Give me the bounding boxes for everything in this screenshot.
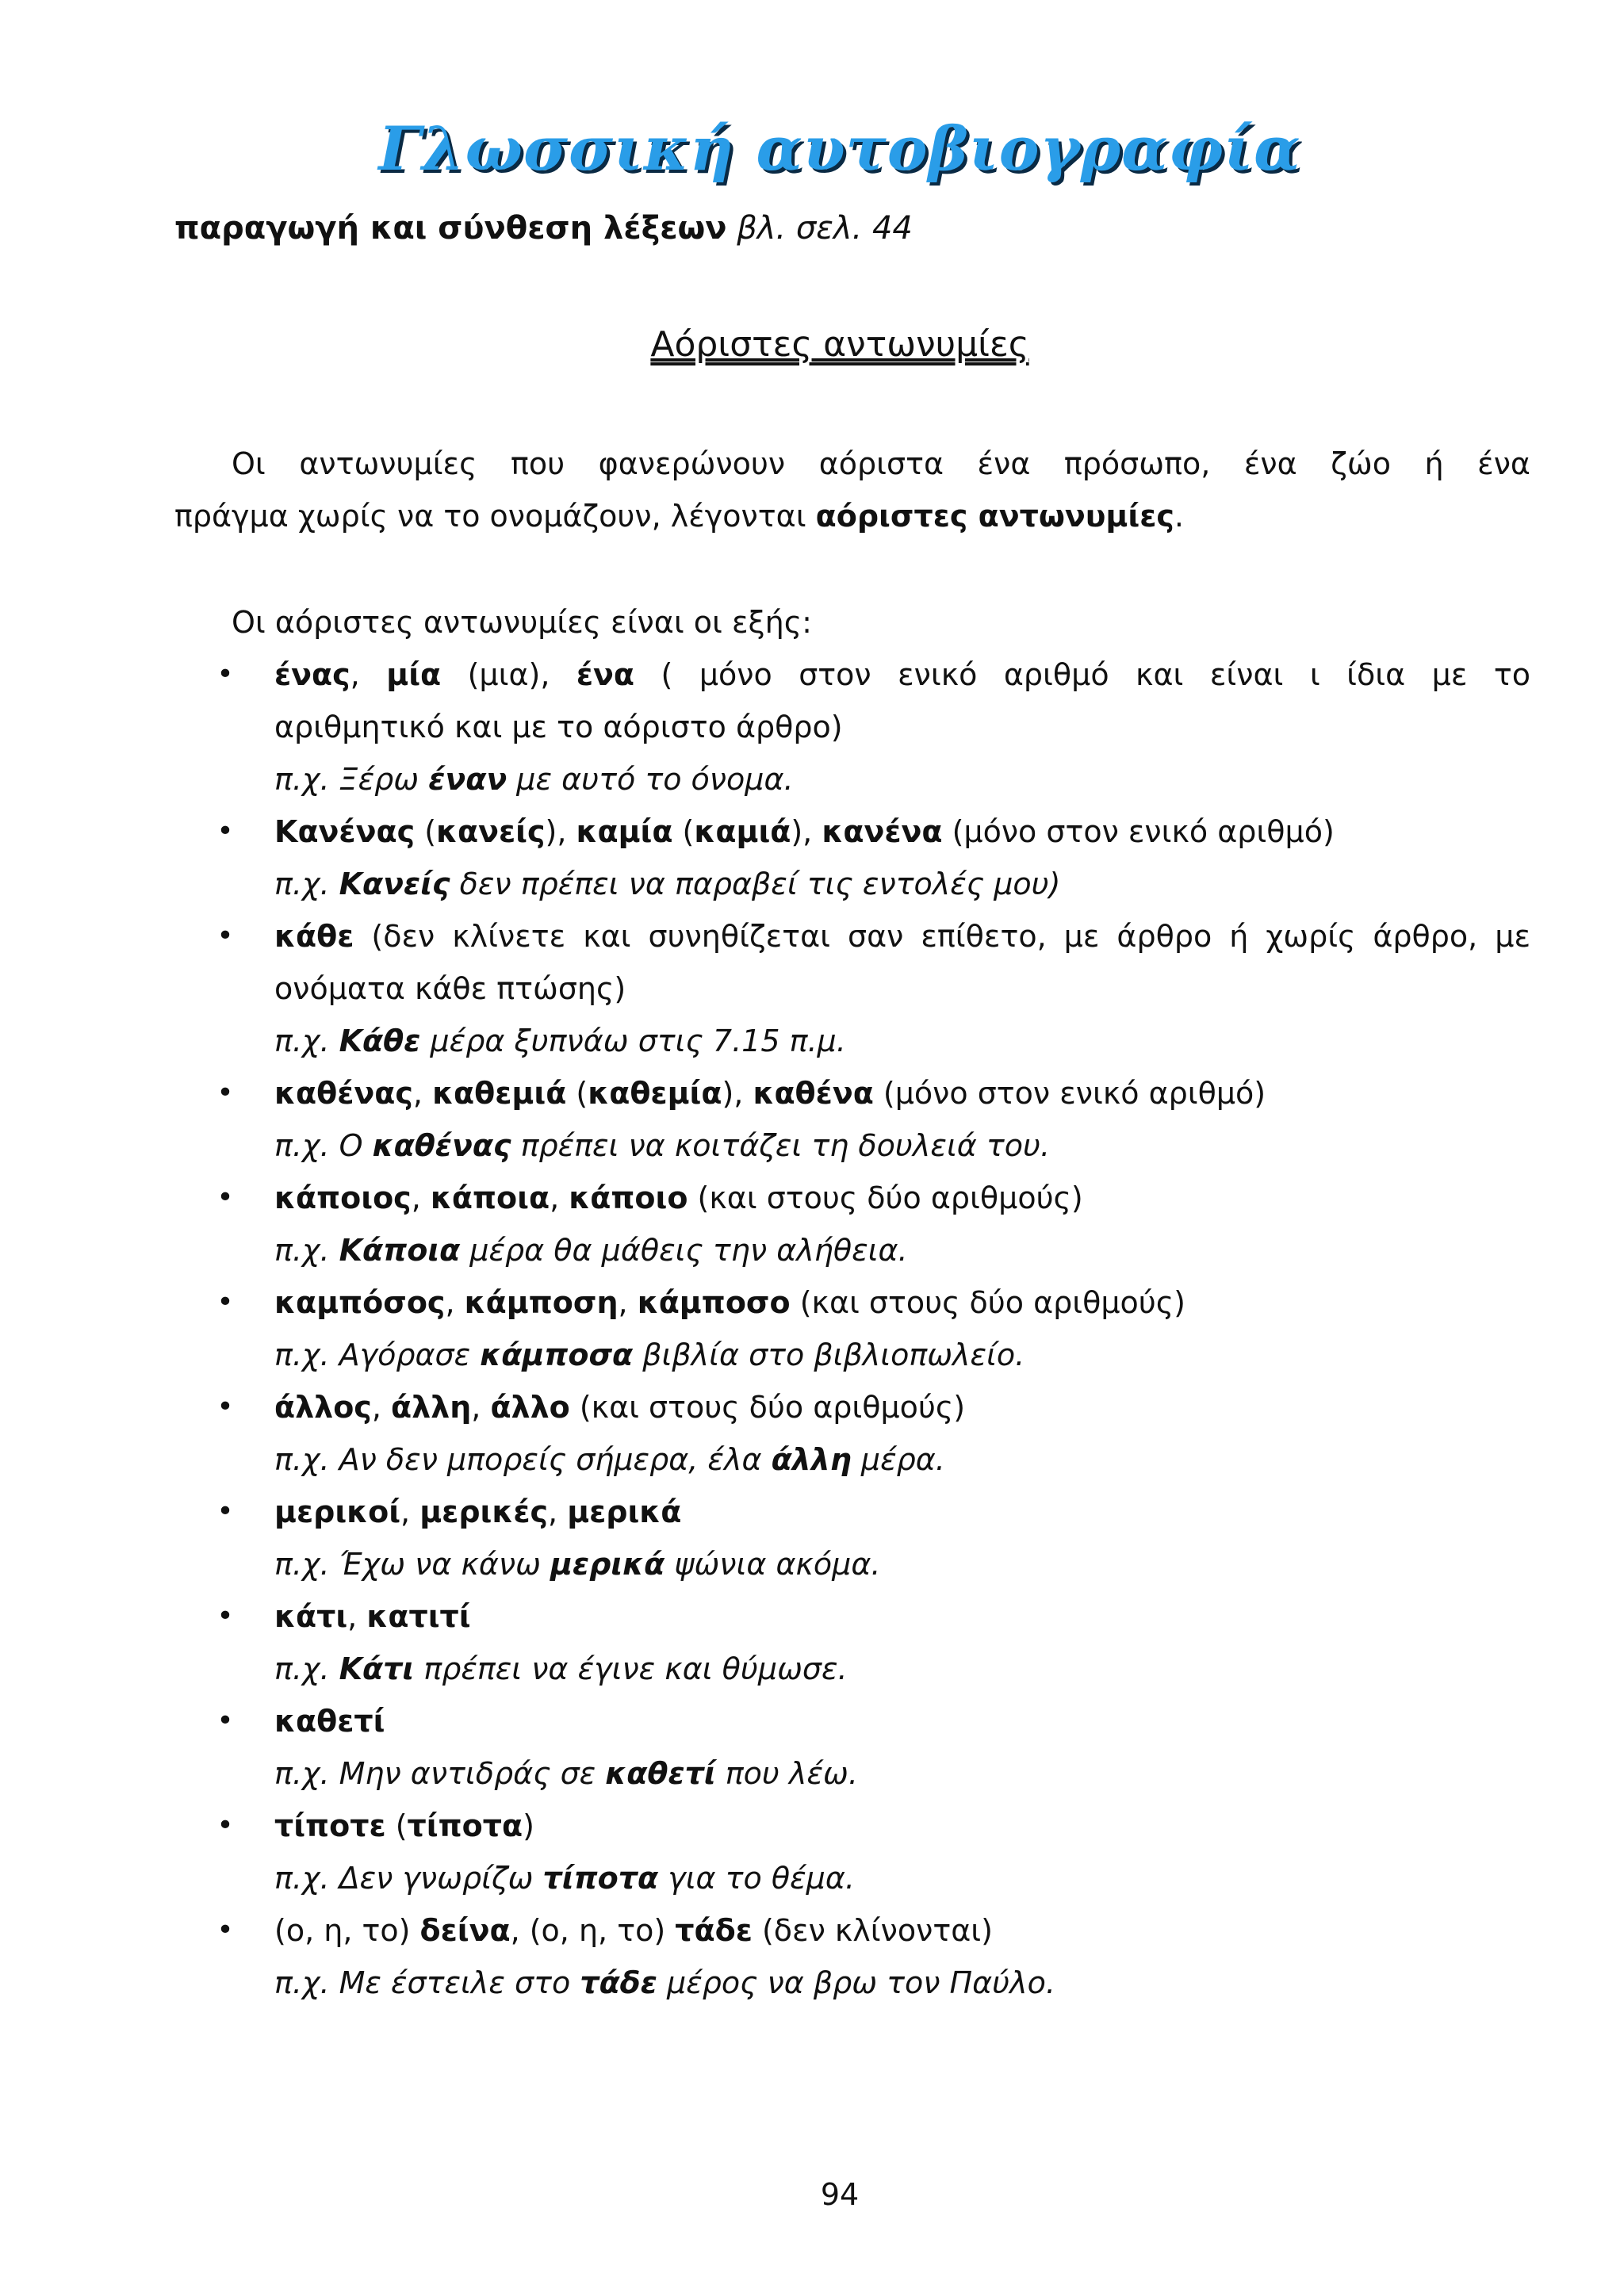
text-segment: , [471,1390,491,1425]
item-line [274,1904,1530,1957]
item-line-continued [274,962,1530,1015]
text-segment: πρέπει να κοιτάζει τη δουλειά του. [511,1128,1051,1163]
text-segment: μέρα ξυπνάω στις 7.15 π.μ. [420,1024,846,1058]
text-segment: π.χ. Ξέρω [274,762,429,797]
intro-term: αόριστες αντωνυμίες [815,499,1174,534]
item-line [274,1486,1530,1538]
pronoun-term: τάδε [580,1965,657,2000]
list-lead: Οι αόριστες αντωνυμίες είναι οι εξής: [232,605,812,640]
item-line [274,1067,1530,1119]
pronoun-term: Κάθε [339,1024,421,1058]
pronoun-term: καθεμιά [432,1076,567,1111]
pronoun-term: ένα [576,657,635,692]
pronoun-term: κάθε [274,919,354,954]
bullet-icon: • [216,1705,234,1737]
pronoun-term: καθένας [372,1128,511,1163]
text-segment: (μόνο στον ενικό αριθμό) [873,1076,1266,1111]
text-segment: μέρα. [851,1442,945,1477]
pronoun-term: μερικοί [274,1494,401,1529]
text-segment: , [371,1390,392,1425]
list-item [214,1381,1530,1486]
example-sentence [274,1643,1530,1695]
text-segment: , [411,1181,431,1215]
list-item [214,649,1530,806]
pronoun-term: κάτι [274,1599,348,1634]
text-segment: , [412,1076,433,1111]
text-segment: π.χ. [274,1651,339,1686]
text-segment: μέρα θα μάθεις την αλήθεια. [460,1233,908,1268]
pronoun-term: κάποιο [569,1181,688,1215]
text-segment: π.χ. [274,1024,339,1058]
text-segment: π.χ. Αγόρασε [274,1337,481,1372]
pronoun-term: καθένα [753,1076,874,1111]
pronoun-term: καθεμία [588,1076,722,1111]
bullet-icon: • [216,1809,234,1842]
pronoun-term: τίποτα [542,1861,659,1896]
pronoun-term: τάδε [675,1913,753,1948]
item-line [274,1695,1530,1747]
example-sentence [274,1015,1530,1067]
text-segment: μέρος να βρω τον Παύλο. [657,1965,1055,2000]
text-segment: με αυτό το όνομα. [507,762,794,797]
pronoun-term: κάποια [430,1181,550,1215]
pronoun-term: κάμποσα [480,1337,634,1372]
pronoun-term: κάμποση [464,1285,619,1320]
text-segment: πρέπει να έγινε και θύμωσε. [414,1651,848,1686]
text-segment: π.χ. Με έστειλε στο [274,1965,580,2000]
text-segment: (μια), [441,657,576,692]
item-line [274,1172,1530,1224]
pronoun-term: κάποιος [274,1181,412,1215]
intro-paragraph [174,438,1530,542]
pronoun-term: καθετί [605,1756,716,1791]
example-sentence [274,1747,1530,1800]
list-item [214,1904,1530,2009]
text-segment: ) [523,1808,534,1843]
pronoun-term: άλλη [391,1390,472,1425]
bullet-icon: • [216,658,234,691]
text-segment: ψώνια ακόμα. [665,1547,881,1582]
pronoun-term: άλλη [771,1442,852,1477]
book-title: Γλωσσική αυτοβιογραφία [378,113,1301,184]
text-segment: , [548,1494,568,1529]
text-segment: (μόνο στον ενικό αριθμό) [942,814,1335,849]
pronoun-term: μερικά [550,1547,665,1582]
example-sentence [274,1957,1530,2009]
section-title [0,319,1624,371]
intro-line-2 [174,499,1184,534]
list-item [214,1067,1530,1172]
list-item [214,910,1530,1067]
bullet-icon: • [216,1600,234,1632]
text-segment: (και στους δύο αριθμούς) [688,1181,1083,1215]
bullet-icon: • [216,920,234,952]
bullet-icon: • [216,815,234,848]
pronoun-term: κανείς [436,814,546,849]
text-segment: π.χ. Αν δεν μπορείς σήμερα, έλα [274,1442,772,1477]
bullet-icon: • [216,1181,234,1214]
text-segment: για το θέμα. [658,1861,855,1896]
section-title-text: Αόριστες αντωνυμίες [650,324,1029,365]
subheading [174,205,913,252]
text-segment: ( [566,1076,588,1111]
text-segment: ( [385,1808,408,1843]
pronoun-term: Κανένας [274,814,416,849]
example-sentence [274,1433,1530,1486]
text-segment: , [350,657,387,692]
pronoun-term: Κάποια [339,1233,461,1268]
item-line [274,1800,1530,1852]
example-sentence [274,858,1530,910]
text-segment: , [400,1494,420,1529]
text-segment: , (ο, η, το) [510,1913,676,1948]
text-segment: δεν πρέπει να παραβεί τις εντολές μου) [450,867,1061,901]
text-segment: , [550,1181,569,1215]
text-segment: ( [672,814,695,849]
subheading-topic: παραγωγή και σύνθεση λέξεων [174,210,727,247]
item-line [274,1276,1530,1329]
text-segment: π.χ. Έχω να κάνω [274,1547,551,1582]
example-sentence [274,753,1530,806]
example-sentence [274,1852,1530,1904]
bullet-icon: • [216,1391,234,1423]
text-segment: (ο, η, το) [274,1913,420,1948]
text-segment: ), [545,814,576,849]
bullet-icon: • [216,1077,234,1109]
intro-line-1: Οι αντωνυμίες που φανερώνουν αόριστα ένα πρόσωπο, ένα ζώο ή ένα [232,446,1530,481]
pronoun-term: μερικές [419,1494,549,1529]
pronoun-term: τίποτα [407,1808,523,1843]
example-sentence [274,1119,1530,1172]
text-segment: (δεν κλίνονται) [752,1913,993,1948]
pronoun-term: ένας [274,657,350,692]
pronoun-term: κάμποσο [637,1285,791,1320]
item-line [274,1590,1530,1643]
pronoun-term: άλλος [274,1390,372,1425]
pronoun-term: καμιά [694,814,791,849]
text-segment: π.χ. Μην αντιδράς σε [274,1756,606,1791]
pronoun-term: μερικά [567,1494,682,1529]
intro-period: . [1174,499,1184,534]
example-sentence [274,1224,1530,1276]
text-segment: (δεν κλίνετε και συνηθίζεται σαν επίθετο, με άρθρο ή χωρίς άρθρο, με [354,919,1530,954]
example-sentence [274,1538,1530,1590]
text-segment: (και στους δύο αριθμούς) [569,1390,966,1425]
text-segment: ( μόνο στον ενικό αριθμό και είναι ι ίδια με το [634,657,1530,692]
item-line-continued [274,701,1530,753]
text-segment: π.χ. [274,1233,339,1268]
page-number: 94 [820,2177,860,2212]
item-line [274,1381,1530,1433]
pronoun-list [214,649,1530,2009]
text-segment: π.χ. Ο [274,1128,373,1163]
list-item [214,1695,1530,1800]
text-segment: , [445,1285,465,1320]
pronoun-term: Κάτι [339,1651,415,1686]
pronoun-term: κανένα [822,814,943,849]
list-item [214,1590,1530,1695]
text-segment: π.χ. [274,867,339,901]
text-segment: ), [791,814,822,849]
text-segment: π.χ. Δεν γνωρίζω [274,1861,543,1896]
text-segment: βιβλία στο βιβλιοπωλείο. [633,1337,1025,1372]
pronoun-term: καμπόσος [274,1285,446,1320]
bullet-icon: • [216,1286,234,1318]
item-line [274,910,1530,962]
text-segment: , [347,1599,367,1634]
text-segment: αριθμητικό και με το αόριστο άρθρο) [274,710,843,744]
text-segment: που λέω. [715,1756,858,1791]
list-item [214,1172,1530,1276]
text-segment: ), [722,1076,753,1111]
pronoun-term: τίποτε [274,1808,386,1843]
pronoun-term: άλλο [490,1390,570,1425]
text-segment: (και στους δύο αριθμούς) [790,1285,1185,1320]
pronoun-term: κατιτί [366,1599,471,1634]
example-sentence [274,1329,1530,1381]
text-segment: ( [415,814,437,849]
pronoun-term: καμία [576,814,673,849]
intro-text: πράγμα χωρίς να το ονομάζουν, λέγονται [174,499,816,534]
list-item [214,806,1530,910]
pronoun-term: έναν [428,762,508,797]
page-reference: βλ. σελ. 44 [737,210,913,247]
list-item [214,1800,1530,1904]
text-segment: ονόματα κάθε πτώσης) [274,971,626,1006]
list-item [214,1486,1530,1590]
pronoun-term: καθετί [274,1704,385,1739]
bullet-icon: • [216,1914,234,1946]
text-segment: , [618,1285,638,1320]
item-line [274,649,1530,701]
pronoun-term: δείνα [419,1913,511,1948]
item-line [274,806,1530,858]
pronoun-term: Κανείς [339,867,450,901]
pronoun-term: καθένας [274,1076,413,1111]
pronoun-term: μία [386,657,442,692]
list-item [214,1276,1530,1381]
bullet-icon: • [216,1495,234,1528]
